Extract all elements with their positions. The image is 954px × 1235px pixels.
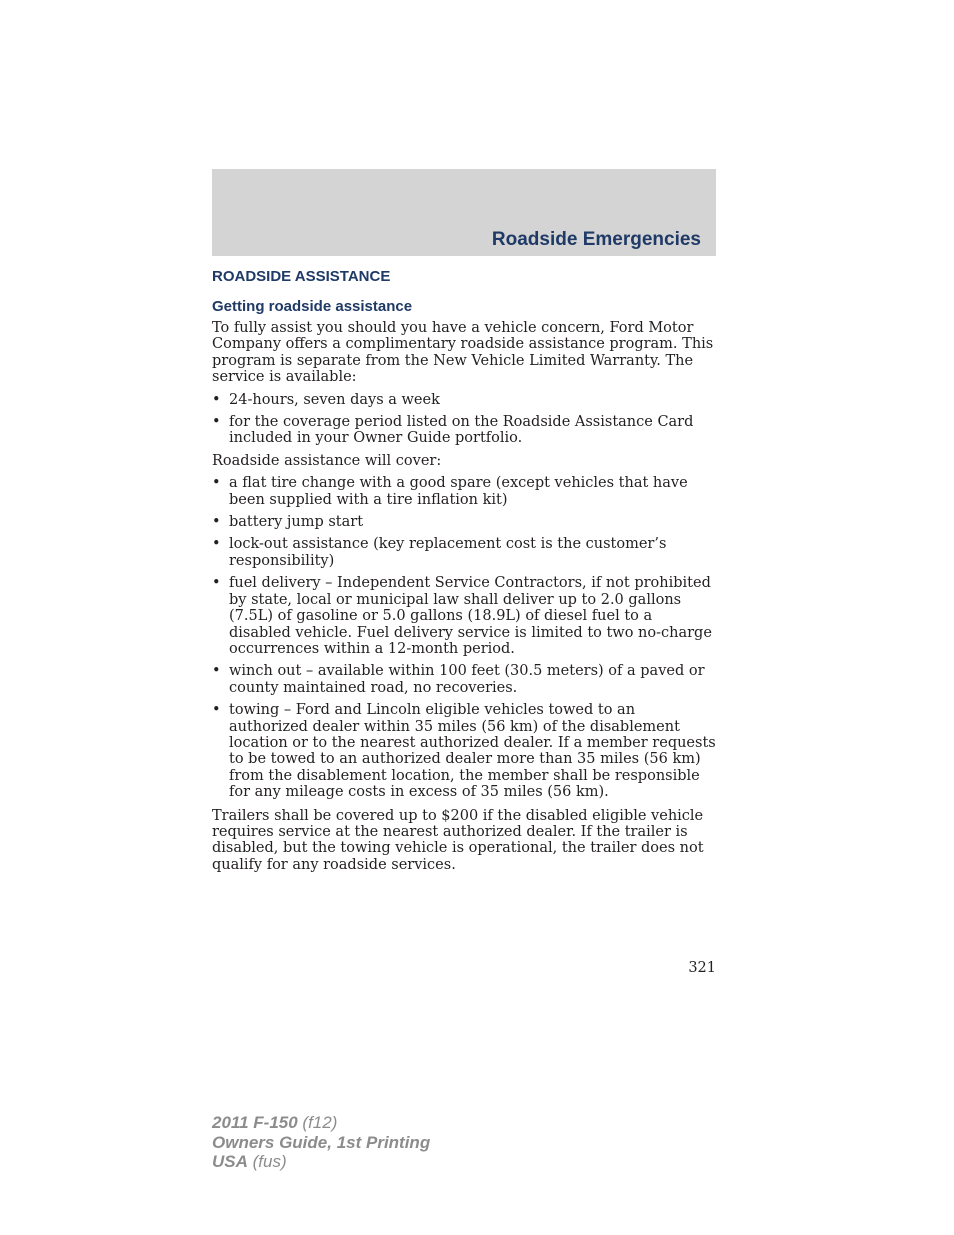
list-item: • battery jump start — [212, 514, 364, 531]
page-number: 321 — [688, 960, 716, 976]
bullet-icon: • — [212, 663, 221, 680]
list-item: • fuel delivery – Independent Service Contractors, if not prohibited by state, local or municipal law shall deliver up to 2.0 gallons (7.5L) of gasoline or 5.0 gallons (18.9L) of diesel fuel to a disabled vehicle. Fuel delivery service is limited to two no-charge occurrences within a 12-month period. — [212, 575, 712, 657]
bullet-icon: • — [212, 536, 221, 553]
chapter-title: Roadside Emergencies — [491, 229, 701, 250]
list-item: • lock-out assistance (key replacement cost is the customer’s responsibility) — [212, 536, 667, 569]
bullet-icon: • — [212, 475, 221, 492]
availability-list — [212, 392, 716, 447]
list-item: • winch out – available within 100 feet (30.5 meters) of a paved or county maintained road, no recoveries. — [212, 663, 705, 696]
intro-paragraph: To fully assist you should you have a vehicle concern, Ford Motor Company offers a complimentary roadside assistance program. This program is separate from the New Vehicle Limited Warranty. The service is available: — [212, 320, 714, 386]
footer-edition-info — [212, 1113, 430, 1172]
list-item: • a flat tire change with a good spare (except vehicles that have been supplied with a tire inflation kit) — [212, 475, 688, 508]
bullet-icon: • — [212, 514, 221, 531]
page-content — [212, 266, 716, 873]
bullet-icon: • — [212, 414, 221, 431]
list-item: • for the coverage period listed on the Roadside Assistance Card included in your Owner Guide portfolio. — [212, 414, 694, 447]
coverage-list — [212, 475, 716, 800]
bullet-icon: • — [212, 575, 221, 592]
list-item: • 24-hours, seven days a week — [212, 391, 440, 408]
coverage-intro: Roadside assistance will cover: — [212, 452, 442, 469]
subsection-heading: Getting roadside assistance — [212, 298, 413, 315]
trailers-paragraph: Trailers shall be covered up to $200 if the disabled eligible vehicle requires service at the nearest authorized dealer. If the trailer is disabled, but the towing vehicle is operational, the trailer does not qualify for any roadside services. — [212, 807, 704, 873]
footer-line-model: 2011 F-150 (f12) — [212, 1113, 338, 1132]
bullet-icon: • — [212, 702, 221, 719]
list-item: • towing – Ford and Lincoln eligible vehicles towed to an authorized dealer within 35 miles (56 km) of the disablement location or to the nearest authorized dealer. If a member requests to be towed to an authorized dealer more than 35 miles (56 km) from the disablement location, the member shall be responsible for any mileage costs in excess of 35 miles (56 km). — [212, 702, 716, 801]
footer-line-market: USA (fus) — [212, 1152, 287, 1171]
bullet-icon: • — [212, 391, 221, 408]
chapter-header-band — [212, 169, 716, 256]
footer-line-printing: Owners Guide, 1st Printing — [212, 1132, 431, 1152]
section-heading: ROADSIDE ASSISTANCE — [212, 268, 391, 285]
